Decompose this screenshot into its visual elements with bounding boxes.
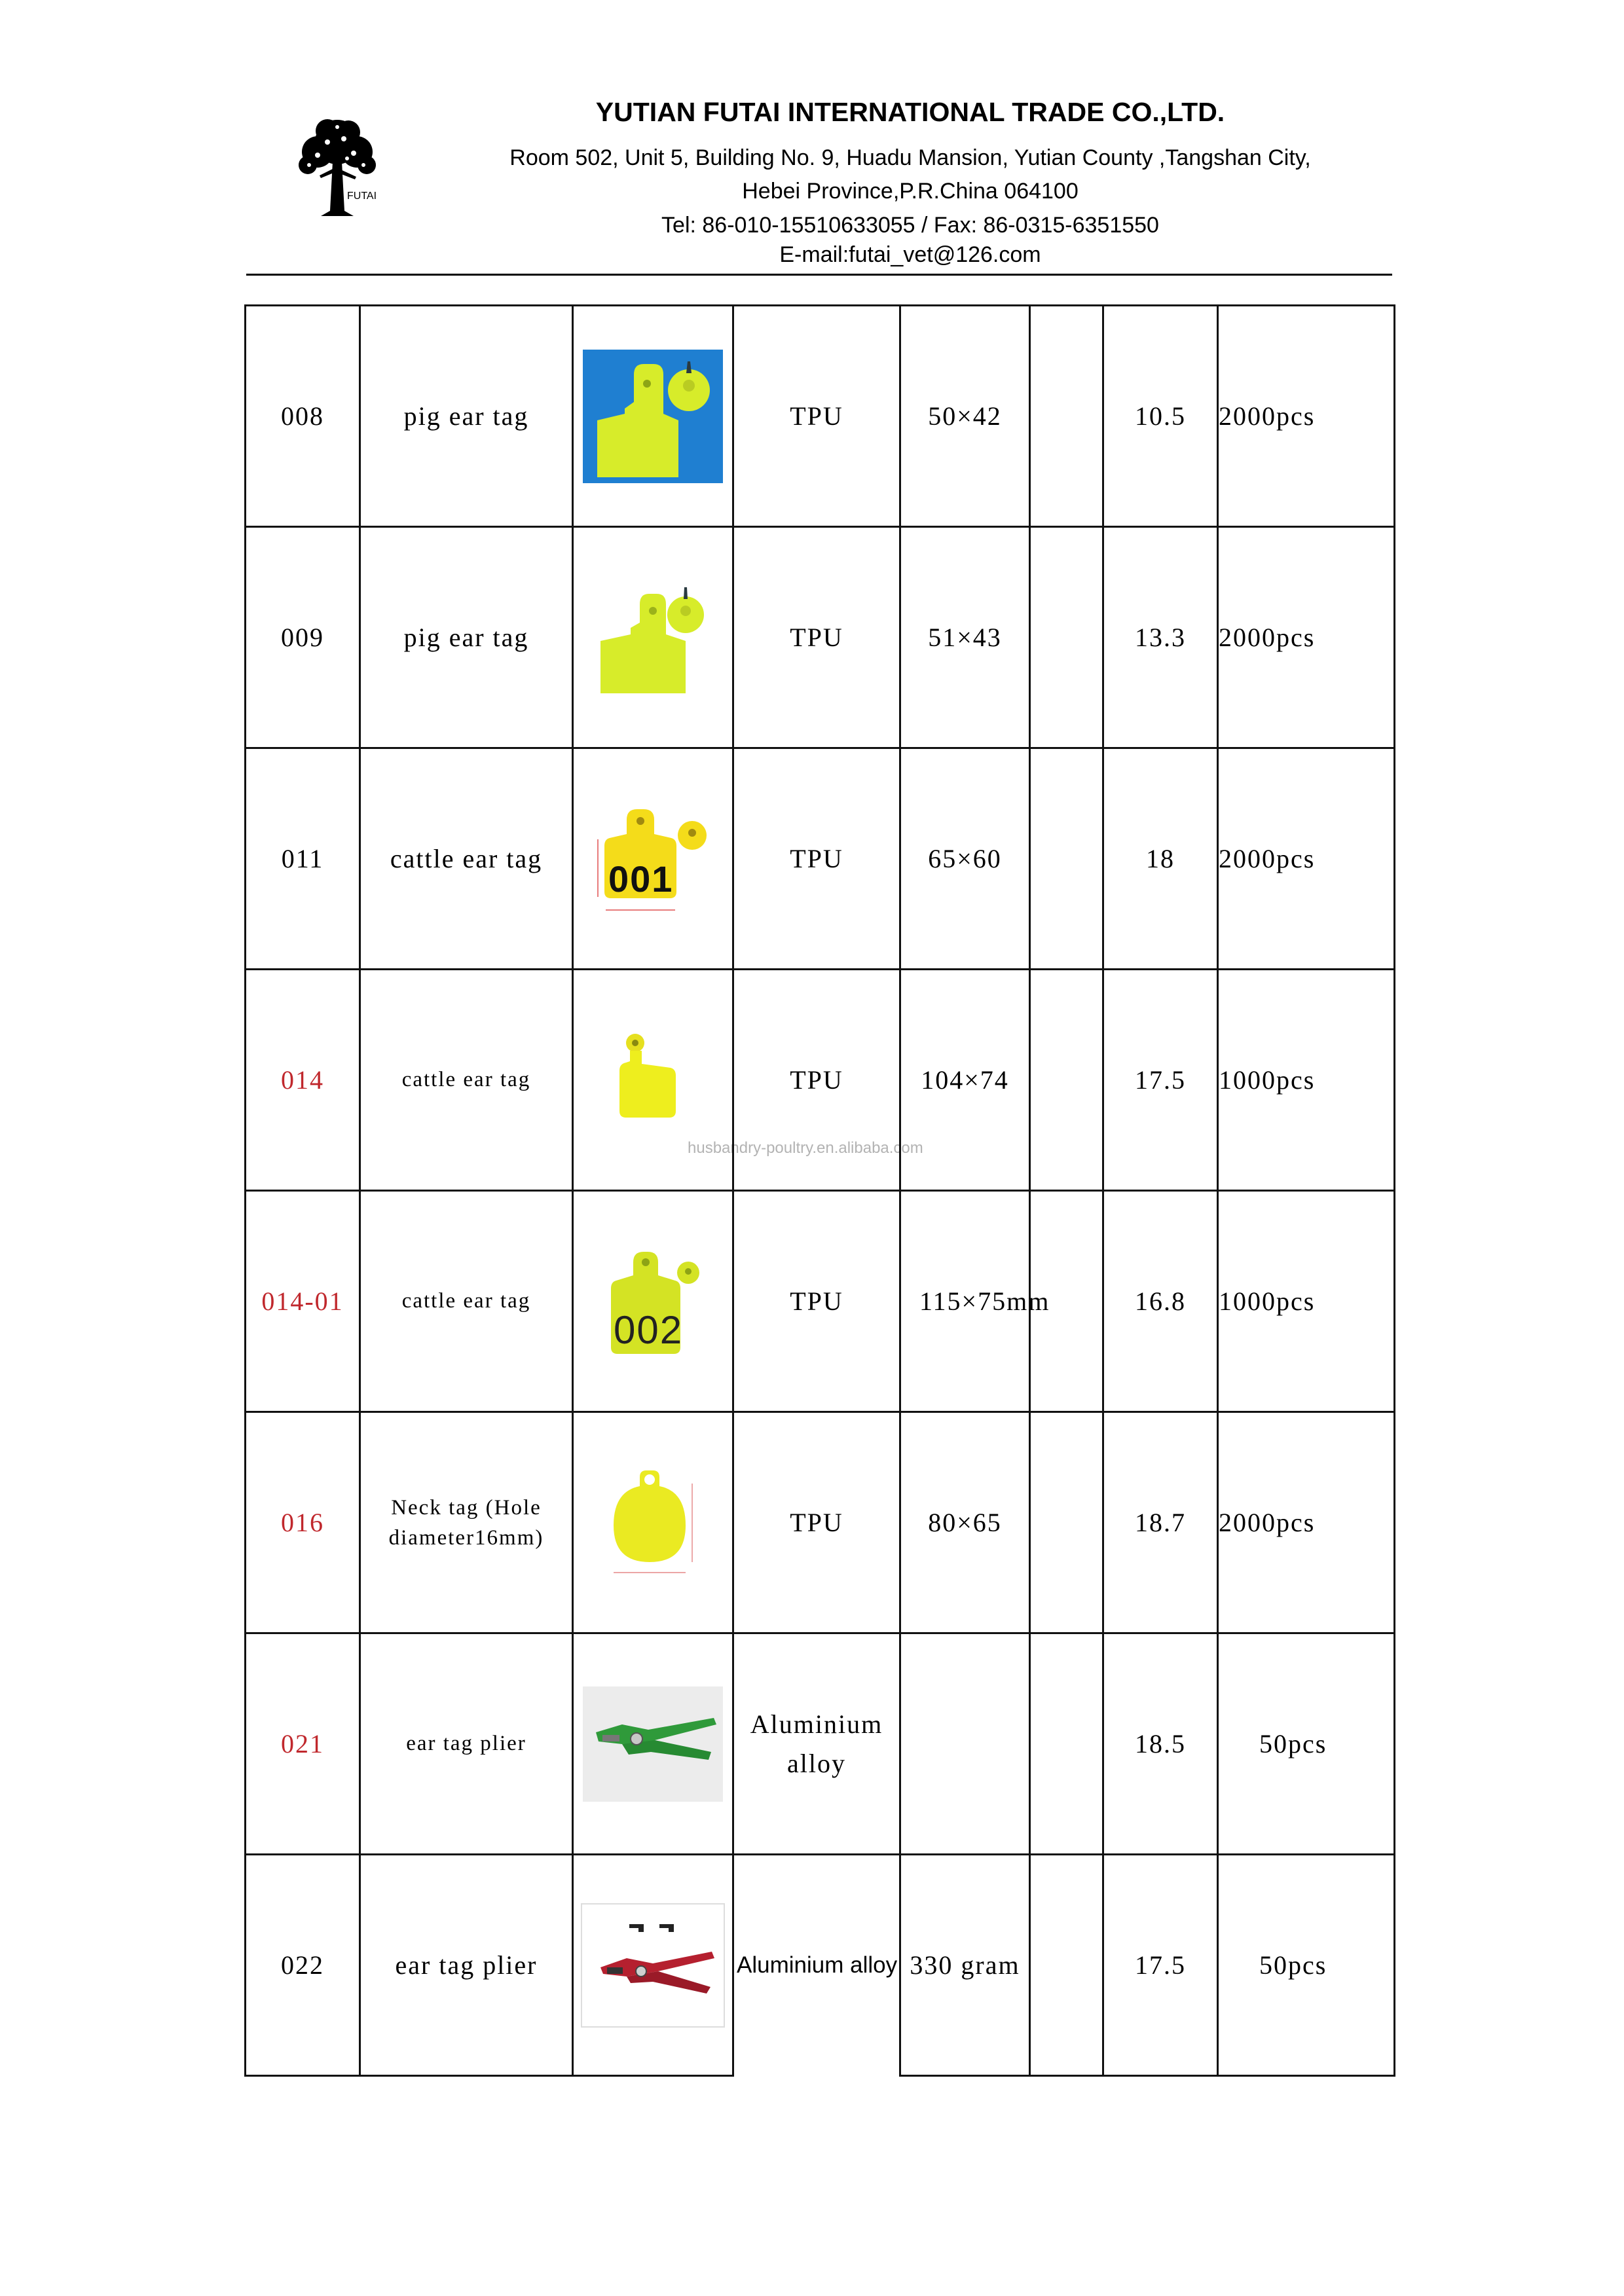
product-code: 014-01: [246, 1191, 360, 1412]
product-name: Neck tag (Hole diameter16mm): [360, 1412, 573, 1633]
product-size: [900, 1633, 1030, 1855]
product-material: TPU: [733, 306, 900, 527]
table-row: [246, 527, 1395, 748]
svg-text:FUTAI: FUTAI: [347, 191, 377, 202]
blank-cell: [1030, 1855, 1103, 2076]
table-row: [246, 1633, 1395, 1855]
product-material: TPU: [733, 1412, 900, 1633]
address-line-1: Room 502, Unit 5, Building No. 9, Huadu Mansion, Yutian County ,Tangshan City,: [509, 145, 1311, 170]
address-line-2: Hebei Province,P.R.China 064100: [742, 179, 1079, 204]
watermark: husbandry-poultry.en.alibaba.com: [688, 1139, 923, 1157]
header-divider: [246, 274, 1392, 276]
product-moq: 2000pcs: [1218, 1412, 1395, 1633]
product-size: 50×42: [900, 306, 1030, 527]
product-image-cell: [573, 1633, 733, 1855]
product-name: cattle ear tag: [360, 970, 573, 1191]
product-moq: 1000pcs: [1218, 1191, 1395, 1412]
product-moq: 50pcs: [1218, 1855, 1395, 2076]
product-image-cell: [573, 306, 733, 527]
product-material: TPU: [733, 748, 900, 970]
svg-text:001: 001: [608, 858, 674, 900]
product-size: 330 gram: [900, 1855, 1030, 2076]
product-image-cell: [573, 1855, 733, 2076]
product-size: 51×43: [900, 527, 1030, 748]
blank-cell: [1030, 1412, 1103, 1633]
product-image-cell: [573, 970, 733, 1191]
product-image-cell: [573, 1191, 733, 1412]
product-moq: 2000pcs: [1218, 748, 1395, 970]
product-name: pig ear tag: [360, 527, 573, 748]
product-image-cell: [573, 748, 733, 970]
futai-tree-logo: [282, 113, 393, 224]
product-price: 18.7: [1103, 1412, 1218, 1633]
email-line: E-mail:futai_vet@126.com: [779, 242, 1041, 267]
product-price: 13.3: [1103, 527, 1218, 748]
product-image-cell: [573, 1412, 733, 1633]
product-name: cattle ear tag: [360, 1191, 573, 1412]
svg-text:002: 002: [614, 1307, 684, 1352]
product-name: ear tag plier: [360, 1633, 573, 1855]
ear-tag-plier-image: [583, 1686, 723, 1802]
product-name: ear tag plier: [360, 1855, 573, 2076]
company-name: YUTIAN FUTAI INTERNATIONAL TRADE CO.,LTD.: [595, 97, 1225, 127]
product-code: 016: [246, 1412, 360, 1633]
table-row: [246, 306, 1395, 527]
product-price: 18.5: [1103, 1633, 1218, 1855]
product-price: 17.5: [1103, 1855, 1218, 2076]
table-row: [246, 970, 1395, 1191]
cattle-ear-tag-image: [597, 1025, 709, 1136]
product-name: pig ear tag: [360, 306, 573, 527]
product-material: Aluminium alloy: [733, 1855, 900, 2076]
product-size: 104×74: [900, 970, 1030, 1191]
blank-cell: [1030, 970, 1103, 1191]
neck-tag-image: [587, 1457, 718, 1588]
product-size: 65×60: [900, 748, 1030, 970]
product-price: 16.8: [1103, 1191, 1218, 1412]
product-code: 021: [246, 1633, 360, 1855]
product-table: [244, 304, 1395, 2077]
blank-cell: [1030, 527, 1103, 748]
pig-ear-tag-image: [583, 350, 723, 483]
product-material: TPU: [733, 527, 900, 748]
product-moq: 2000pcs: [1218, 306, 1395, 527]
cattle-ear-tag-image: [587, 1236, 718, 1367]
product-code: 009: [246, 527, 360, 748]
product-moq: 50pcs: [1218, 1633, 1395, 1855]
product-image-cell: [573, 527, 733, 748]
product-size: 80×65: [900, 1412, 1030, 1633]
product-price: 17.5: [1103, 970, 1218, 1191]
table-row: [246, 1191, 1395, 1412]
blank-cell: [1030, 1633, 1103, 1855]
table-row: [246, 1855, 1395, 2076]
phone-fax-line: Tel: 86-010-15510633055 / Fax: 86-0315-6351550: [661, 213, 1159, 238]
product-price: 18: [1103, 748, 1218, 970]
product-material: TPU: [733, 970, 900, 1191]
ear-tag-plier-image: [581, 1903, 725, 2028]
product-material: Aluminium alloy: [733, 1633, 900, 1855]
blank-cell: [1030, 306, 1103, 527]
product-moq: 1000pcs: [1218, 970, 1395, 1191]
product-size: 115×75mm: [900, 1191, 1030, 1412]
product-code: 014: [246, 970, 360, 1191]
product-code: 022: [246, 1855, 360, 2076]
pig-ear-tag-image: [587, 575, 718, 700]
blank-cell: [1030, 748, 1103, 970]
product-code: 011: [246, 748, 360, 970]
product-moq: 2000pcs: [1218, 527, 1395, 748]
table-row: [246, 1412, 1395, 1633]
product-code: 008: [246, 306, 360, 527]
cattle-ear-tag-image: [587, 793, 718, 924]
product-price: 10.5: [1103, 306, 1218, 527]
table-row: [246, 748, 1395, 970]
product-material: TPU: [733, 1191, 900, 1412]
product-name: cattle ear tag: [360, 748, 573, 970]
